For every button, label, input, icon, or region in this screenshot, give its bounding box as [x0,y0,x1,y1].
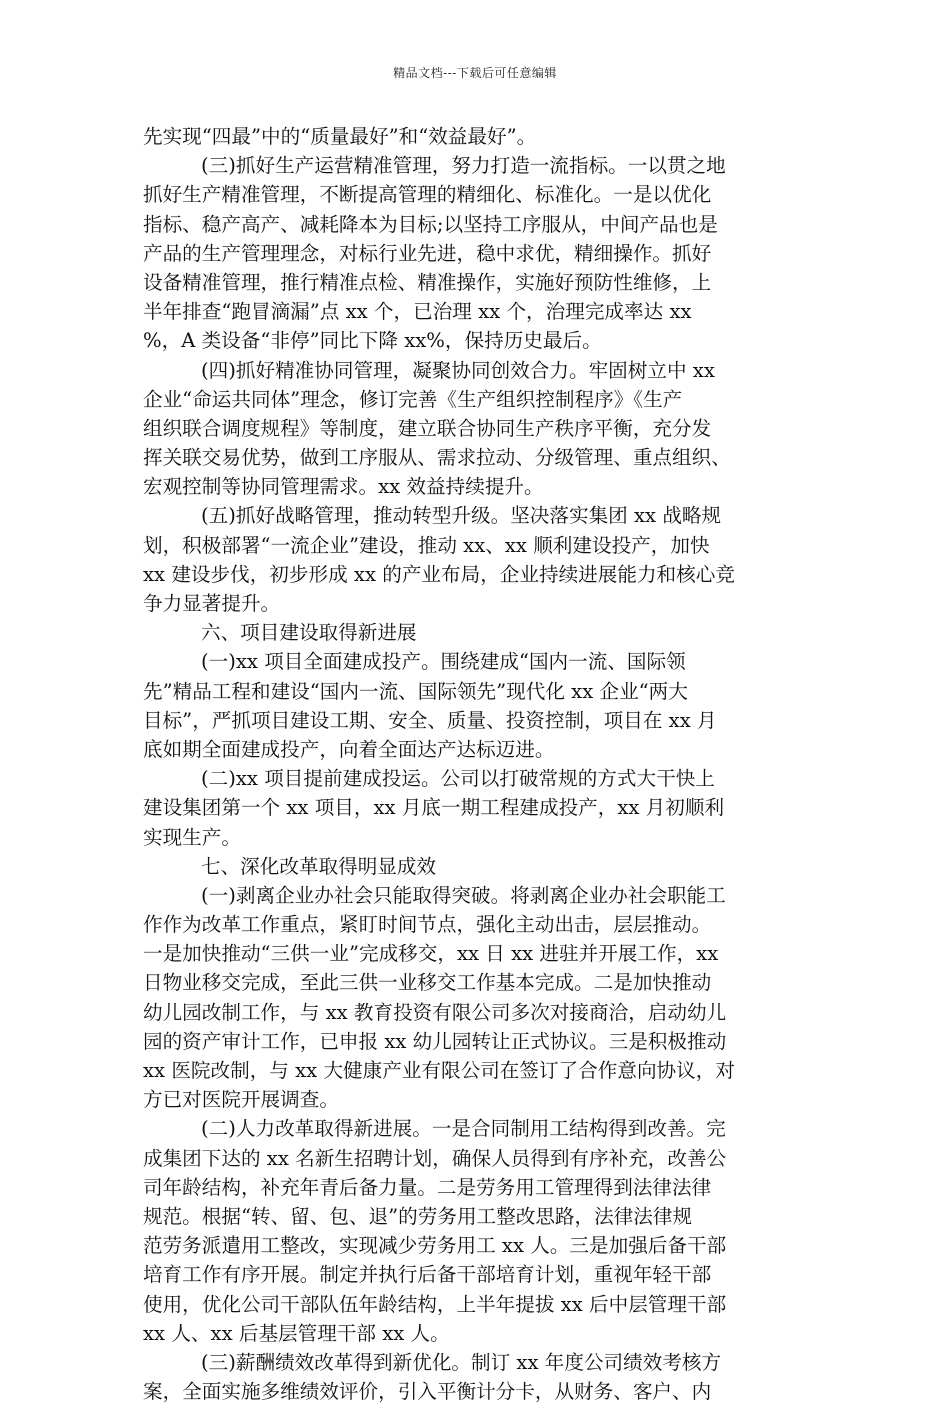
text-line: (一)xx 项目全面建成投产。围绕建成“国内一流、国际领 [201,650,686,674]
text-line: 幼儿园改制工作，与 xx 教育投资有限公司多次对接商洽，启动幼儿 [143,1000,727,1024]
document-body [143,122,811,1406]
text-line: 建设集团第一个 xx 项目，xx 月底一期工程建成投产，xx 月初顺利 [143,796,725,820]
section-heading: 六、项目建设取得新进展 [201,621,417,645]
text-line: 日物业移交完成，至此三供一业移交工作基本完成。二是加快推动 [143,971,712,995]
text-line: 司年龄结构，补充年青后备力量。二是劳务用工管理得到法律法律 [143,1175,712,1199]
text-line: 划，积极部署“一流企业”建设，推动 xx、xx 顺利建设投产，加快 [143,533,710,557]
text-line: 挥关联交易优势，做到工序服从、需求拉动、分级管理、重点组织、 [143,446,731,470]
text-line: 争力显著提升。 [143,592,281,615]
text-line: 指标、稳产高产、减耗降本为目标;以坚持工序服从，中间产品也是 [143,212,718,236]
text-line: 半年排查“跑冒滴漏”点 xx 个，已治理 xx 个，治理完成率达 xx [143,300,692,324]
text-line: (一)剥离企业办社会只能取得突破。将剥离企业办社会职能工 [201,883,726,907]
text-line: 企业“命运共同体”理念，修订完善《生产组织控制程序》《生产 [143,387,683,411]
text-line: 案，全面实施多维绩效评价，引入平衡计分卡，从财务、客户、内 [143,1380,712,1404]
text-line: 设备精准管理，推行精准点检、精准操作，实施好预防性维修，上 [143,270,712,294]
section-heading: 七、深化改革取得明显成效 [201,854,437,878]
text-line: 抓好生产精准管理，不断提高管理的精细化、标准化。一是以优化 [143,183,712,207]
text-line: 目标”，严抓项目建设工期、安全、质量、投资控制，项目在 xx 月 [143,708,717,732]
text-line: %，A 类设备“非停”同比下降 xx%，保持历史最后。 [143,329,602,353]
text-line: 底如期全面建成投产，向着全面达产达标迈进。 [143,737,555,761]
text-line: 作作为改革工作重点，紧盯时间节点，强化主动出击，层层推动。 [143,913,712,937]
text-line: 规范。根据“转、留、包、退”的劳务用工整改思路，法律法律规 [143,1204,693,1228]
text-line: 先实现“四最”中的“质量最好”和“效益最好”。 [143,125,537,148]
text-line: 一是加快推动“三供一业”完成移交，xx 日 xx 进驻并开展工作，xx [143,942,719,966]
text-line: 宏观控制等协同管理需求。xx 效益持续提升。 [143,475,544,499]
text-line: (五)抓好战略管理，推动转型升级。坚决落实集团 xx 战略规 [201,504,722,528]
text-line: 组织联合调度规程》等制度，建立联合协同生产秩序平衡，充分发 [143,416,712,440]
text-line: 先”精品工程和建设“国内一流、国际领先”现代化 xx 企业“两大 [143,679,688,703]
text-line: 范劳务派遣用工整改，实现减少劳务用工 xx 人。三是加强后备干部 [143,1234,727,1258]
text-line: 方已对医院开展调查。 [143,1088,339,1112]
text-line: 培育工作有序开展。制定并执行后备干部培育计划，重视年轻干部 [143,1263,712,1287]
text-line: 实现生产。 [143,825,241,849]
page-header: 精品文档---下载后可任意编辑 [393,66,557,80]
text-line: xx 人、xx 后基层管理干部 xx 人。 [143,1321,450,1345]
text-line: xx 医院改制，与 xx 大健康产业有限公司在签订了合作意向协议，对 [143,1059,735,1082]
text-line: (二)人力改革取得新进展。一是合同制用工结构得到改善。完 [201,1117,726,1141]
text-line: 成集团下达的 xx 名新生招聘计划，确保人员得到有序补充，改善公 [143,1146,727,1170]
text-line: (三)抓好生产运营精准管理，努力打造一流指标。一以贯之地 [201,154,726,178]
text-line: xx 建设步伐，初步形成 xx 的产业布局，企业持续进展能力和核心竞 [143,562,735,586]
text-line: (二)xx 项目提前建成投运。公司以打破常规的方式大干快上 [201,767,715,791]
text-line: 园的资产审计工作，已申报 xx 幼儿园转让正式协议。三是积极推动 [143,1029,727,1053]
text-line: 使用，优化公司干部队伍年龄结构，上半年提拔 xx 后中层管理干部 [143,1292,727,1316]
text-line: 产品的生产管理理念，对标行业先进，稳中求优，精细操作。抓好 [143,241,712,265]
text-line: (四)抓好精准协同管理，凝聚协同创效合力。牢固树立中 xx [201,358,715,382]
text-line: (三)薪酬绩效改革得到新优化。制订 xx 年度公司绩效考核方 [201,1350,722,1374]
